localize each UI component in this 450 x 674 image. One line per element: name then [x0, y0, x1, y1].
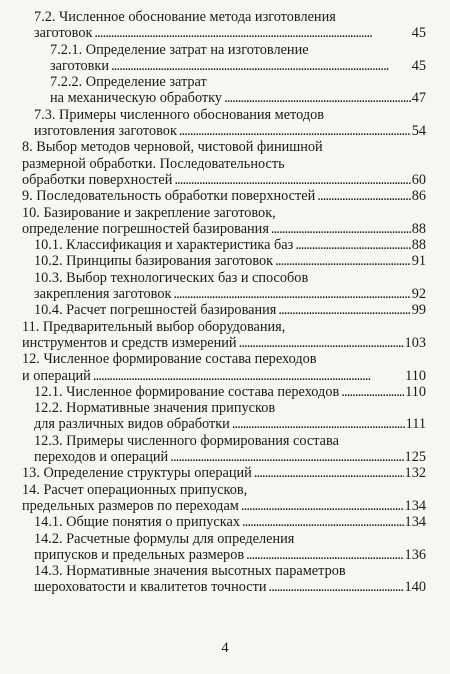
- toc-entry: [22, 482, 426, 515]
- toc-entry: [22, 270, 426, 303]
- toc-entry: [22, 139, 426, 188]
- toc-entry-last-line: [34, 514, 426, 530]
- dot-leader: [295, 237, 410, 253]
- toc-entry: [22, 400, 426, 433]
- toc-entry-last-line: [50, 90, 426, 106]
- toc-entry-title-line: 12.2. Нормативные значения припусков: [34, 400, 276, 417]
- dot-leader: [241, 498, 404, 514]
- dot-leader: [317, 188, 410, 204]
- toc-entry-title-line: и операций: [22, 367, 91, 384]
- toc-entry-title-line: 9. Последовательность обработки поверхностей: [22, 188, 316, 205]
- toc-entry-title-line: 13. Определение структуры операций: [22, 465, 252, 482]
- toc-entry-last-line: [34, 449, 426, 465]
- toc-entry-title-line: 10.2. Принципы базирования заготовок: [34, 253, 274, 270]
- toc-entry-last-line: [34, 237, 426, 253]
- page-number: 4: [221, 640, 229, 656]
- toc-entry: [22, 319, 426, 352]
- toc-entry: [22, 188, 426, 204]
- toc-entry-last-line: [34, 416, 426, 432]
- toc-entry-last-line: [22, 188, 426, 204]
- toc-entry-page: 92: [411, 286, 426, 303]
- toc-entry-page: 91: [411, 253, 426, 270]
- toc-entry-title-line: 8. Выбор методов черновой, чистовой финишной: [22, 139, 323, 156]
- dot-leader: [341, 384, 404, 400]
- table-of-contents: [22, 9, 426, 596]
- toc-entry-title-line: 14. Расчет операционных припусков,: [22, 481, 248, 498]
- toc-entry-title-line: 12. Численное формирование состава переходов: [22, 351, 317, 368]
- toc-entry-page: 60: [411, 171, 426, 188]
- dot-leader: [179, 123, 411, 139]
- toc-entry-page: 134: [404, 497, 426, 514]
- toc-entry-last-line: [34, 302, 426, 318]
- toc-entry-page: 88: [411, 237, 426, 254]
- toc-entry-page: 47: [411, 90, 426, 107]
- toc-entry-title-line: 7.3. Примеры численного обоснования методов: [34, 106, 325, 123]
- toc-entry-last-line: [34, 123, 426, 139]
- toc-entry: [22, 563, 426, 596]
- toc-entry-last-line: [34, 253, 426, 269]
- toc-entry-title-line: переходов и операций: [34, 449, 169, 466]
- toc-entry-title-line: 7.2.2. Определение затрат: [50, 74, 207, 91]
- toc-entry-page: 86: [411, 188, 426, 205]
- toc-entry-title-line: 11. Предварительный выбор оборудования,: [22, 318, 286, 335]
- dot-leader: [242, 514, 404, 530]
- dot-leader: [271, 221, 411, 237]
- toc-entry: [22, 433, 426, 466]
- toc-entry-title-line: 12.3. Примеры численного формирования состава: [34, 432, 339, 449]
- toc-entry: [22, 253, 426, 269]
- toc-entry-page: 54: [411, 123, 426, 140]
- toc-entry-page: 111: [405, 416, 426, 433]
- toc-entry-title-line: обработки поверхностей: [22, 171, 173, 188]
- dot-leader: [269, 579, 404, 595]
- toc-entry-last-line: [34, 384, 426, 400]
- toc-entry-title-line: заготовки: [50, 57, 110, 74]
- toc-entry-title-line: припусков и предельных размеров: [34, 546, 245, 563]
- toc-entry-page: 132: [404, 465, 426, 482]
- toc-entry-title-line: закрепления заготовок: [34, 286, 172, 303]
- toc-entry-page: 136: [404, 546, 426, 563]
- toc-entry-title-line: инструментов и средств измерений: [22, 334, 237, 351]
- toc-entry: [22, 302, 426, 318]
- toc-entry-title-line: размерной обработки. Последовательность: [22, 155, 285, 172]
- toc-entry: [22, 384, 426, 400]
- toc-entry: [22, 351, 426, 384]
- toc-entry: [22, 465, 426, 481]
- toc-entry-page: 99: [411, 302, 426, 319]
- toc-entry-last-line: [50, 58, 426, 74]
- toc-entry-last-line: [22, 335, 426, 351]
- toc-entry-title-line: изготовления заготовок: [34, 123, 177, 140]
- toc-entry-last-line: [34, 579, 426, 595]
- toc-entry-last-line: [22, 221, 426, 237]
- dot-leader: [174, 172, 410, 188]
- dot-leader: [224, 90, 411, 106]
- toc-entry: [22, 9, 426, 42]
- dot-leader: [173, 286, 410, 302]
- toc-entry-title-line: 10.1. Классификация и характеристика баз: [34, 237, 294, 254]
- dot-leader: [239, 335, 404, 351]
- dot-leader: [254, 465, 404, 481]
- toc-entry-last-line: [22, 368, 426, 384]
- toc-entry-page: 140: [404, 579, 426, 596]
- toc-entry-title-line: 14.1. Общие понятия о припусках: [34, 514, 240, 531]
- toc-entry: [22, 74, 426, 107]
- toc-entry-title-line: на механическую обработку: [50, 90, 223, 107]
- dot-leader: [170, 449, 403, 465]
- toc-entry: [22, 531, 426, 564]
- toc-entry-last-line: [22, 498, 426, 514]
- toc-entry: [22, 107, 426, 140]
- toc-entry-page: 125: [404, 449, 426, 466]
- toc-entry-page: 110: [405, 367, 426, 384]
- toc-entry: [22, 205, 426, 238]
- toc-entry-last-line: [22, 465, 426, 481]
- toc-entry-last-line: [34, 547, 426, 563]
- toc-entry-title-line: предельных размеров по переходам: [22, 497, 239, 514]
- toc-entry-title-line: 10.3. Выбор технологических баз и способов: [34, 269, 309, 286]
- dot-leader: [278, 302, 410, 318]
- toc-entry: [22, 42, 426, 75]
- toc-entry-page: 110: [405, 383, 426, 400]
- dot-leader: [275, 253, 411, 269]
- toc-entry-page: 88: [411, 220, 426, 237]
- toc-entry-page: 134: [404, 514, 426, 531]
- toc-entry-last-line: [34, 25, 426, 41]
- dot-leader: [93, 368, 404, 384]
- toc-entry: [22, 514, 426, 530]
- toc-entry-title-line: шероховатости и квалитетов точности: [34, 579, 267, 596]
- toc-entry-title-line: определение погрешностей базирования: [22, 220, 269, 237]
- dot-leader: [111, 58, 411, 74]
- dot-leader: [232, 416, 405, 432]
- toc-entry-title-line: 7.2.1. Определение затрат на изготовление: [50, 41, 309, 58]
- dot-leader: [246, 547, 403, 563]
- toc-entry-title-line: 12.1. Численное формирование состава переходов: [34, 383, 340, 400]
- toc-entry-title-line: заготовок: [34, 25, 93, 42]
- toc-entry-title-line: для различных видов обработки: [34, 416, 230, 433]
- toc-entry-title-line: 10.4. Расчет погрешностей базирования: [34, 302, 277, 319]
- toc-entry-title-line: 7.2. Численное обоснование метода изготовления: [34, 9, 336, 25]
- toc-entry: [22, 237, 426, 253]
- toc-entry-page: 103: [404, 334, 426, 351]
- dot-leader: [94, 25, 410, 41]
- toc-entry-title-line: 14.2. Расчетные формулы для определения: [34, 530, 295, 547]
- toc-entry-page: 45: [411, 57, 426, 74]
- toc-entry-last-line: [34, 286, 426, 302]
- toc-entry-title-line: 14.3. Нормативные значения высотных параметров: [34, 563, 346, 580]
- toc-entry-title-line: 10. Базирование и закрепление заготовок,: [22, 204, 276, 221]
- toc-entry-page: 45: [411, 25, 426, 42]
- toc-entry-last-line: [22, 172, 426, 188]
